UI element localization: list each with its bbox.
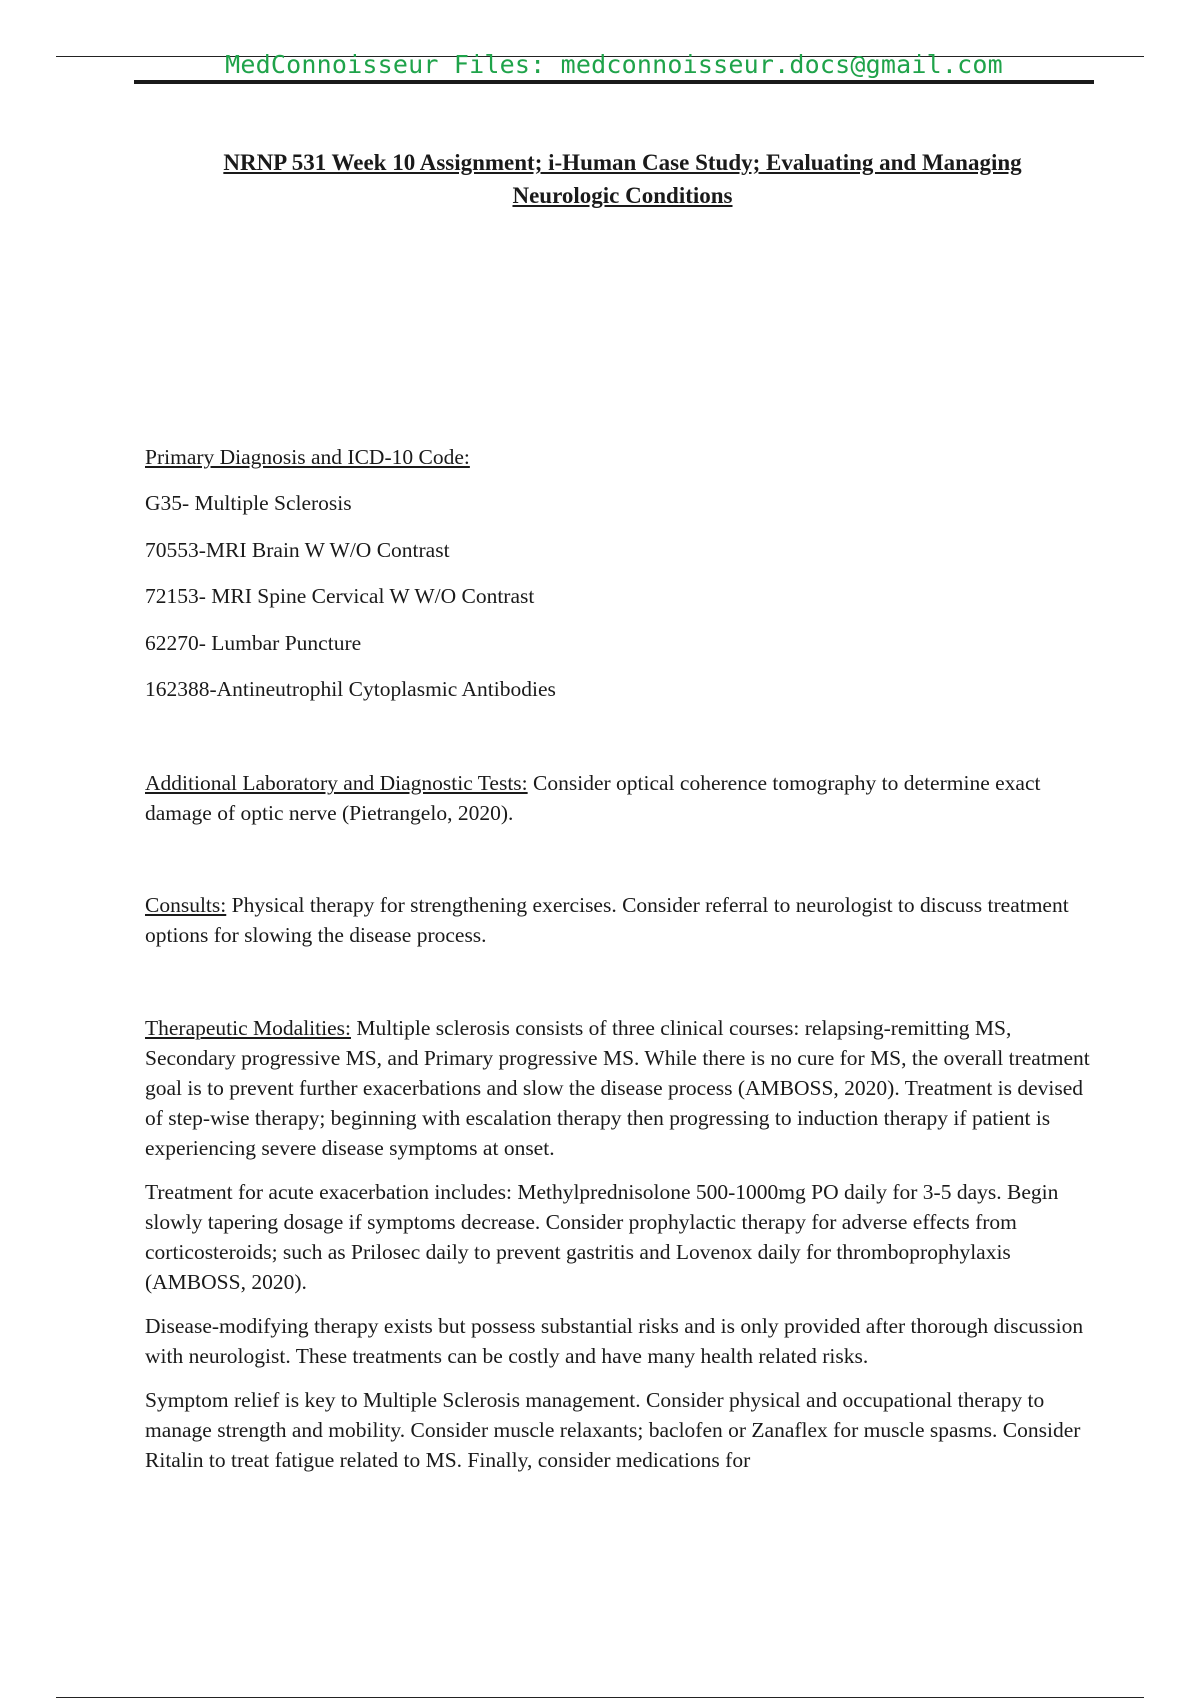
- disease-modifying-paragraph: Disease-modifying therapy exists but possess substantial risks and is only provided after thorough discussion with neurologist. These treatments can be costly and have many health related risks.: [145, 1314, 1084, 1368]
- diagnosis-code-item: 62270- Lumbar Puncture: [145, 630, 362, 655]
- additional-tests-text: Consider optical coherence tomography to determine exact damage of optic nerve (Pietrangelo, 2020).: [145, 771, 1041, 825]
- additional-tests-paragraph: [145, 768, 1090, 828]
- title-line-1: NRNP 531 Week 10 Assignment; i-Human Case Study; Evaluating and Managing: [223, 150, 1022, 175]
- document-title: [140, 146, 1105, 212]
- title-line-2: Neurologic Conditions: [512, 183, 733, 208]
- additional-tests-heading: Additional Laboratory and Diagnostic Tests:: [145, 771, 528, 795]
- consults-heading: Consults:: [145, 893, 227, 917]
- diagnosis-code-item: 162388-Antineutrophil Cytoplasmic Antibodies: [145, 677, 556, 701]
- watermark-underline: [134, 80, 1094, 84]
- therapeutic-section: [145, 1013, 1090, 1489]
- acute-exacerbation-paragraph: Treatment for acute exacerbation includes: Methylprednisolone 500-1000mg PO daily for 3-5 days. Begin slowly tapering dosage if symptoms decrease. Consider prophylactic therapy for adverse effects from corticosteroids; such as Prilosec daily to prevent gastritis and Lovenox daily for thromboprophylaxis (AMBOSS, 2020).: [145, 1180, 1059, 1294]
- consults-paragraph: [145, 890, 1090, 950]
- therapeutic-intro-paragraph: [145, 1013, 1090, 1163]
- primary-diagnosis-heading: Primary Diagnosis and ICD-10 Code:: [145, 445, 470, 469]
- consults-text: Physical therapy for strengthening exercises. Consider referral to neurologist to discuss treatment options for slowing the disease process.: [145, 893, 1069, 947]
- therapeutic-intro-text: Multiple sclerosis consists of three clinical courses: relapsing-remitting MS, Secondary progressive MS, and Primary progressive MS. While there is no cure for MS, the overall treatment goal is to prevent further exacerbations and slow the disease process (AMBOSS, 2020). Treatment is devised of step-wise therapy; beginning with escalation therapy then progressing to induction therapy if patient is experiencing severe disease symptoms at onset.: [145, 1016, 1090, 1160]
- watermark-text: MedConnoisseur Files: medconnoisseur.docs@gmail.com: [225, 50, 1003, 79]
- additional-tests-section: [145, 768, 1090, 828]
- consults-section: [145, 890, 1090, 950]
- symptom-relief-paragraph: Symptom relief is key to Multiple Sclerosis management. Consider physical and occupational therapy to manage strength and mobility. Consider muscle relaxants; baclofen or Zanaflex for muscle spasms. Consider Ritalin to treat fatigue related to MS. Finally, consider medications for: [145, 1388, 1081, 1472]
- therapeutic-heading: Therapeutic Modalities:: [145, 1016, 351, 1040]
- diagnosis-code-item: 70553-MRI Brain W W/O Contrast: [145, 537, 450, 562]
- diagnosis-code-list: [145, 488, 1090, 721]
- diagnosis-code-item: 72153- MRI Spine Cervical W W/O Contrast: [145, 584, 535, 608]
- primary-diagnosis-section: [145, 442, 1090, 472]
- diagnosis-code-item: G35- Multiple Sclerosis: [145, 491, 352, 515]
- page-bottom-rule: [56, 1697, 1144, 1698]
